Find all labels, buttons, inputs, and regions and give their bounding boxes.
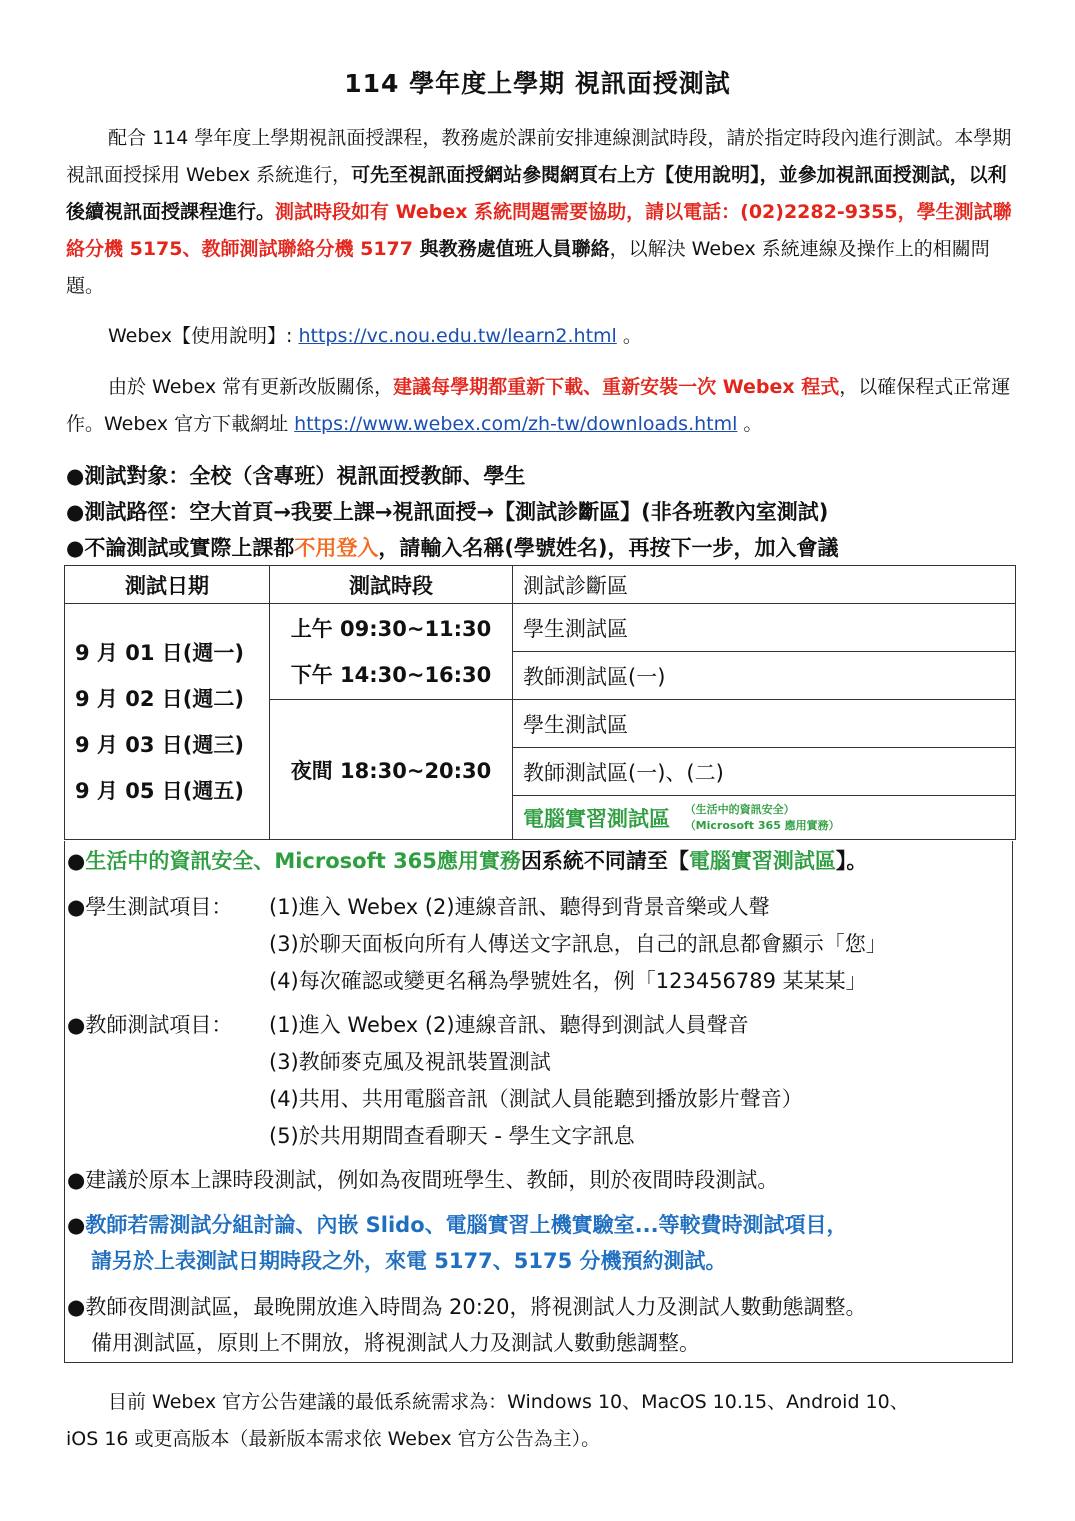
bullet-path: ●測試路徑：空大首頁→我要上課→視訊面授→【測試診斷區】(非各班教內室測試)	[66, 500, 829, 524]
student-items-label: ●學生測試項目：	[67, 895, 233, 919]
notes-box	[64, 841, 1013, 1363]
pc-zone-title: 電腦實習測試區	[523, 806, 670, 831]
bullet-login-a: ●不論測試或實際上課都	[66, 536, 295, 560]
teacher-items-label: ●教師測試項目：	[67, 1013, 233, 1037]
intro-contact-text: 測試時段如有 Webex 系統問題需要協助，請以電話：(02)2282-9355，學生測試聯絡分機 5175、教師測試聯絡分機 5177	[66, 201, 1012, 260]
bullet-dot: ●	[67, 1213, 86, 1237]
zone-cell: 學生測試區	[513, 604, 1016, 652]
note-pc-zone: 電腦實習測試區	[688, 849, 836, 873]
date-cell	[65, 604, 270, 840]
download-paragraph	[66, 369, 1016, 443]
pc-zone-note-m365: （Microsoft 365 應用實務）	[684, 818, 840, 832]
zone-cell: 教師測試區(一)、(二)	[513, 748, 1016, 796]
bullet-login-c: ，請輸入名稱(學號姓名)，再按下一步，加入會議	[378, 536, 839, 560]
teacher-item: (5)於共用期間查看聊天 - 學生文字訊息	[269, 1124, 635, 1148]
guide-paragraph	[66, 318, 1016, 355]
date-item: 9 月 05 日(週五)	[75, 778, 244, 803]
guide-label: Webex【使用說明】:	[108, 325, 299, 347]
intro-text-e: ，以解決 Webex 系統連線及操作上的相關問題。	[66, 238, 990, 297]
note-pc-end: 】。	[835, 849, 868, 873]
pc-zone-cell	[513, 796, 1016, 840]
header-zone: 測試診斷區	[513, 566, 1016, 604]
intro-paragraph	[66, 120, 1016, 305]
table-row	[65, 604, 1016, 652]
intro-text-b: 可先至視訊面授網站參閱網頁右上方【使用說明】，並參加視訊面授測試，以利後續視訊面授課程進行。	[66, 164, 1007, 223]
page-title: 114 學年度上學期 視訊面授測試	[344, 69, 731, 98]
pc-zone-note-security: （生活中的資訊安全）	[684, 802, 795, 816]
bullet-target: ●測試對象：全校（含專班）視訊面授教師、學生	[66, 464, 526, 488]
zone-cell: 教師測試區(一)	[513, 652, 1016, 700]
download-text-c: ，以確保程式正常運作。Webex 官方下載網址	[66, 376, 1011, 435]
header-time: 測試時段	[270, 566, 513, 604]
table-header-row	[65, 566, 1016, 604]
teacher-item: (4)共用、共用電腦音訊（測試人員能聽到播放影片聲音）	[269, 1087, 803, 1111]
download-link[interactable]: https://www.webex.com/zh-tw/downloads.html	[294, 413, 738, 435]
header-date: 測試日期	[65, 566, 270, 604]
day-time-cell	[270, 604, 513, 700]
footer-line1: 目前 Webex 官方公告建議的最低系統需求為：Windows 10、MacOS 10.15、Android 10、	[108, 1391, 909, 1413]
date-item: 9 月 03 日(週三)	[75, 732, 244, 757]
footer-paragraph	[66, 1384, 1016, 1458]
teacher-item: (1)進入 Webex (2)連線音訊、聽得到測試人員聲音	[269, 1013, 749, 1037]
note-blue-line2: 請另於上表測試日期時段之外，來電 5177、5175 分機預約測試。	[91, 1249, 727, 1273]
download-tail: 。	[737, 413, 763, 435]
intro-text-d: 與教務處值班人員聯絡	[413, 238, 610, 260]
intro-text-a: 配合 114 學年度上學期視訊面授課程，教務處於課前安排連線測試時段，請於指定時段內進行測試。本學期視訊面授採用 Webex 系統進行，	[66, 127, 1012, 186]
student-item: (4)每次確認或變更名稱為學號姓名，例「123456789 某某某」	[269, 969, 867, 993]
note-suggest: ●建議於原本上課時段測試，例如為夜間班學生、教師，則於夜間時段測試。	[67, 1168, 779, 1192]
bullet-login-highlight: 不用登入	[294, 536, 379, 560]
student-item: (3)於聊天面板向所有人傳送文字訊息，自己的訊息都會顯示「您」	[269, 932, 887, 956]
time-item-morning: 上午 09:30~11:30	[290, 616, 492, 641]
night-time-cell: 夜間 18:30~20:30	[270, 700, 513, 840]
download-advice: 建議每學期都重新下載、重新安裝一次 Webex 程式	[393, 376, 840, 398]
student-item: (1)進入 Webex (2)連線音訊、聽得到背景音樂或人聲	[269, 895, 770, 919]
note-pc-courses: 生活中的資訊安全、Microsoft 365應用實務	[85, 849, 521, 873]
download-text-a: 由於 Webex 常有更新改版關係，	[108, 376, 394, 398]
time-item-afternoon: 下午 14:30~16:30	[290, 662, 492, 687]
footer-line2: iOS 16 或更高版本（最新版本需求依 Webex 官方公告為主）。	[66, 1428, 601, 1450]
note-night-line1: ●教師夜間測試區，最晚開放進入時間為 20:20，將視測試人力及測試人數動態調整。	[67, 1295, 867, 1319]
note-pc-redirect	[67, 843, 867, 879]
date-item: 9 月 02 日(週二)	[75, 686, 244, 711]
date-item: 9 月 01 日(週一)	[75, 640, 244, 665]
teacher-item: (3)教師麥克風及視訊裝置測試	[269, 1050, 551, 1074]
guide-tail: 。	[616, 325, 642, 347]
zone-cell: 學生測試區	[513, 700, 1016, 748]
bullet-login	[66, 530, 1016, 566]
note-night-line2: 備用測試區，原則上不開放，將視測試人力及測試人數動態調整。	[91, 1331, 700, 1355]
bullet-dot: ●	[67, 849, 86, 873]
note-pc-text: 因系統不同請至【	[520, 849, 689, 873]
guide-link[interactable]: https://vc.nou.edu.tw/learn2.html	[298, 325, 617, 347]
schedule-table	[64, 565, 1016, 840]
note-blue-line1: 教師若需測試分組討論、內嵌 Slido、電腦實習上機實驗室...等較費時測試項目，	[85, 1213, 848, 1237]
pc-zone-notes	[685, 802, 840, 834]
note-blue	[67, 1207, 848, 1243]
